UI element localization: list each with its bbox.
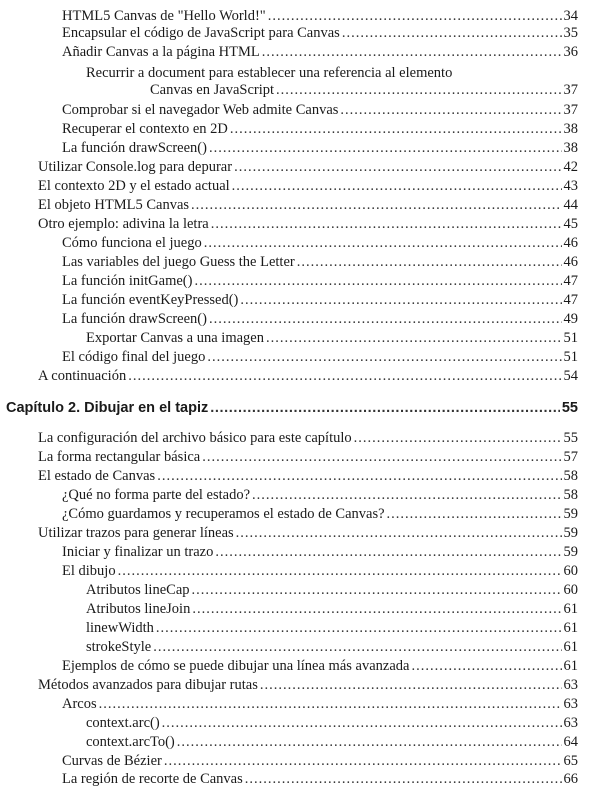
toc-entry-title: Atributos lineCap	[86, 582, 190, 598]
dot-leader	[207, 349, 561, 366]
toc-entry-title: El contexto 2D y el estado actual	[38, 178, 230, 194]
toc-entry-title: Atributos lineJoin	[86, 601, 191, 617]
toc-entry[interactable]	[86, 601, 578, 618]
toc-entry-page: 36	[563, 44, 578, 60]
dot-leader	[236, 525, 562, 542]
toc-entry-title: context.arcTo()	[86, 734, 175, 750]
chapter-page: 55	[561, 400, 578, 416]
dot-leader	[276, 82, 561, 99]
toc-entry-page: 42	[563, 159, 578, 175]
toc-entry-page: 51	[563, 349, 578, 365]
toc-entry-title-line1[interactable]: Recurrir a document para establecer una referencia al elemento	[86, 65, 453, 81]
chapter-title: Capítulo 2. Dibujar en el tapiz	[6, 400, 209, 416]
dot-leader	[204, 235, 562, 252]
toc-entry[interactable]	[62, 349, 578, 366]
dot-leader	[191, 197, 561, 214]
chapter-heading[interactable]	[6, 400, 578, 417]
dot-leader	[240, 292, 561, 309]
dot-leader	[156, 620, 562, 637]
toc-entry[interactable]	[38, 430, 578, 447]
toc-entry-page: 61	[563, 658, 578, 674]
toc-entry[interactable]	[62, 753, 578, 770]
toc-entry-title: A continuación	[38, 368, 127, 384]
toc-entry[interactable]	[62, 273, 578, 290]
toc-entry-page: 37	[563, 102, 578, 118]
toc-entry-title: La función drawScreen()	[62, 140, 207, 156]
toc-entry-title: El estado de Canvas	[38, 468, 156, 484]
dot-leader	[215, 544, 561, 561]
toc-entry-title: ¿Qué no forma parte del estado?	[62, 487, 251, 503]
toc-entry-title: La región de recorte de Canvas	[62, 771, 243, 787]
dot-leader	[153, 639, 561, 656]
dot-leader	[162, 715, 562, 732]
toc-entry-page: 55	[563, 430, 578, 446]
toc-entry[interactable]	[86, 330, 578, 347]
dot-leader	[342, 25, 562, 42]
toc-entry-page: 60	[563, 582, 578, 598]
toc-entry-title: Iniciar y finalizar un trazo	[62, 544, 214, 560]
toc-entry-title: Comprobar si el navegador Web admite Canvas	[62, 102, 339, 118]
toc-entry-page: 59	[563, 525, 578, 541]
toc-entry-page: 54	[563, 368, 578, 384]
toc-entry-page: 63	[563, 696, 578, 712]
toc-entry[interactable]	[62, 771, 578, 788]
toc-entry[interactable]	[62, 121, 578, 138]
dot-leader	[99, 696, 562, 713]
toc-entry-page: 64	[563, 734, 578, 750]
toc-entry-page: 34	[563, 8, 578, 24]
toc-entry-page: 37	[563, 82, 578, 98]
toc-entry[interactable]	[62, 311, 578, 328]
dot-leader	[245, 771, 562, 788]
toc-entry-page: 46	[563, 235, 578, 251]
toc-entry[interactable]	[62, 292, 578, 309]
toc-entry[interactable]	[62, 140, 578, 157]
toc-entry-title: Encapsular el código de JavaScript para Canvas	[62, 25, 340, 41]
toc-entry-title: strokeStyle	[86, 639, 152, 655]
toc-entry-page: 63	[563, 677, 578, 693]
toc-entry[interactable]	[38, 368, 578, 385]
toc-entry[interactable]	[62, 235, 578, 252]
toc-entry[interactable]	[38, 449, 578, 466]
dot-leader	[177, 734, 562, 751]
toc-entry[interactable]	[38, 525, 578, 542]
toc-entry-page: 58	[563, 468, 578, 484]
toc-entry[interactable]	[62, 563, 578, 580]
dot-leader	[192, 601, 561, 618]
toc-entry[interactable]	[62, 25, 578, 42]
toc-entry-page: 66	[563, 771, 578, 787]
toc-entry[interactable]	[38, 197, 578, 214]
toc-entry-title: El objeto HTML5 Canvas	[38, 197, 190, 213]
toc-entry[interactable]	[38, 216, 578, 233]
dot-leader	[268, 8, 562, 25]
toc-entry[interactable]	[62, 8, 578, 25]
dot-leader	[157, 468, 561, 485]
toc-entry-title: Utilizar Console.log para depurar	[38, 159, 233, 175]
toc-entry[interactable]	[150, 82, 578, 99]
toc-entry-page: 60	[563, 563, 578, 579]
toc-entry-title: El código final del juego	[62, 349, 206, 365]
toc-entry-page: 38	[563, 140, 578, 156]
toc-entry-title: Añadir Canvas a la página HTML	[62, 44, 260, 60]
dot-leader	[209, 311, 562, 328]
dot-leader	[252, 487, 561, 504]
toc-entry-page: 61	[563, 620, 578, 636]
toc-entry-page: 49	[563, 311, 578, 327]
toc-entry-page: 46	[563, 254, 578, 270]
toc-entry-page: 58	[563, 487, 578, 503]
toc-entry-page: 59	[563, 544, 578, 560]
toc-entry-title: Recuperar el contexto en 2D	[62, 121, 228, 137]
dot-leader	[194, 273, 561, 290]
toc-entry[interactable]	[62, 506, 578, 523]
toc-entry-title: La función initGame()	[62, 273, 193, 289]
toc-entry-page: 57	[563, 449, 578, 465]
toc-entry[interactable]	[86, 715, 578, 732]
toc-entry[interactable]	[62, 658, 578, 675]
toc-entry-title: Exportar Canvas a una imagen	[86, 330, 264, 346]
dot-leader	[340, 102, 561, 119]
dot-leader	[230, 121, 562, 138]
toc-entry-title: linewWidth	[86, 620, 154, 636]
dot-leader	[234, 159, 561, 176]
toc-entry-title: La función eventKeyPressed()	[62, 292, 239, 308]
toc-entry-title: Canvas en JavaScript	[150, 82, 275, 98]
dot-leader	[209, 140, 562, 157]
toc-entry-page: 59	[563, 506, 578, 522]
dot-leader	[387, 506, 562, 523]
toc-entry[interactable]	[62, 254, 578, 271]
toc-entry-title: El dibujo	[62, 563, 116, 579]
toc-entry[interactable]	[62, 102, 578, 119]
toc-entry[interactable]	[62, 44, 578, 61]
toc-entry-title: Ejemplos de cómo se puede dibujar una línea más avanzada	[62, 658, 410, 674]
toc-entry-title: Las variables del juego Guess the Letter	[62, 254, 295, 270]
toc-entry[interactable]	[62, 487, 578, 504]
dot-leader	[211, 216, 562, 233]
toc-entry-page: 63	[563, 715, 578, 731]
toc-entry[interactable]	[86, 639, 578, 656]
toc-entry-title: Arcos	[62, 696, 97, 712]
toc-entry-title: Utilizar trazos para generar líneas	[38, 525, 234, 541]
dot-leader	[192, 582, 562, 599]
toc-entry-page: 43	[563, 178, 578, 194]
toc-entry-page: 65	[563, 753, 578, 769]
dot-leader	[411, 658, 561, 675]
dot-leader	[128, 368, 561, 385]
toc-entry-page: 47	[563, 292, 578, 308]
toc-entry[interactable]	[86, 582, 578, 599]
toc-entry-page: 61	[563, 639, 578, 655]
toc-entry[interactable]	[86, 734, 578, 751]
toc-entry-title: Otro ejemplo: adivina la letra	[38, 216, 209, 232]
toc-entry[interactable]	[38, 677, 578, 694]
toc-entry-title: La forma rectangular básica	[38, 449, 201, 465]
toc-entry-page: 45	[563, 216, 578, 232]
dot-leader	[260, 677, 562, 694]
dot-leader	[354, 430, 562, 447]
toc-entry[interactable]	[62, 696, 578, 713]
toc-entry-title: context.arc()	[86, 715, 160, 731]
toc-entry[interactable]	[62, 544, 578, 561]
dot-leader	[262, 44, 562, 61]
toc-entry[interactable]	[38, 178, 578, 195]
toc-entry-page: 47	[563, 273, 578, 289]
dot-leader	[232, 178, 562, 195]
toc-entry-page: 44	[563, 197, 578, 213]
toc-entry-title: Curvas de Bézier	[62, 753, 162, 769]
dot-leader	[297, 254, 562, 271]
toc-entry-title: La configuración del archivo básico para este capítulo	[38, 430, 352, 446]
toc-entry-page: 35	[563, 25, 578, 41]
toc-entry-page: 61	[563, 601, 578, 617]
toc-entry-title: Cómo funciona el juego	[62, 235, 202, 251]
dot-leader	[164, 753, 562, 770]
toc-entry[interactable]	[86, 620, 578, 637]
toc-entry-title: HTML5 Canvas de "Hello World!"	[62, 8, 266, 24]
toc-entry-page: 51	[563, 330, 578, 346]
toc-entry[interactable]	[38, 159, 578, 176]
dot-leader	[118, 563, 562, 580]
dot-leader	[266, 330, 562, 347]
dot-leader	[202, 449, 561, 466]
toc-entry[interactable]	[38, 468, 578, 485]
dot-leader	[210, 400, 560, 417]
toc-entry-page: 38	[563, 121, 578, 137]
toc-entry-title: Métodos avanzados para dibujar rutas	[38, 677, 258, 693]
toc-entry-title: ¿Cómo guardamos y recuperamos el estado de Canvas?	[62, 506, 385, 522]
toc-entry-title: La función drawScreen()	[62, 311, 207, 327]
